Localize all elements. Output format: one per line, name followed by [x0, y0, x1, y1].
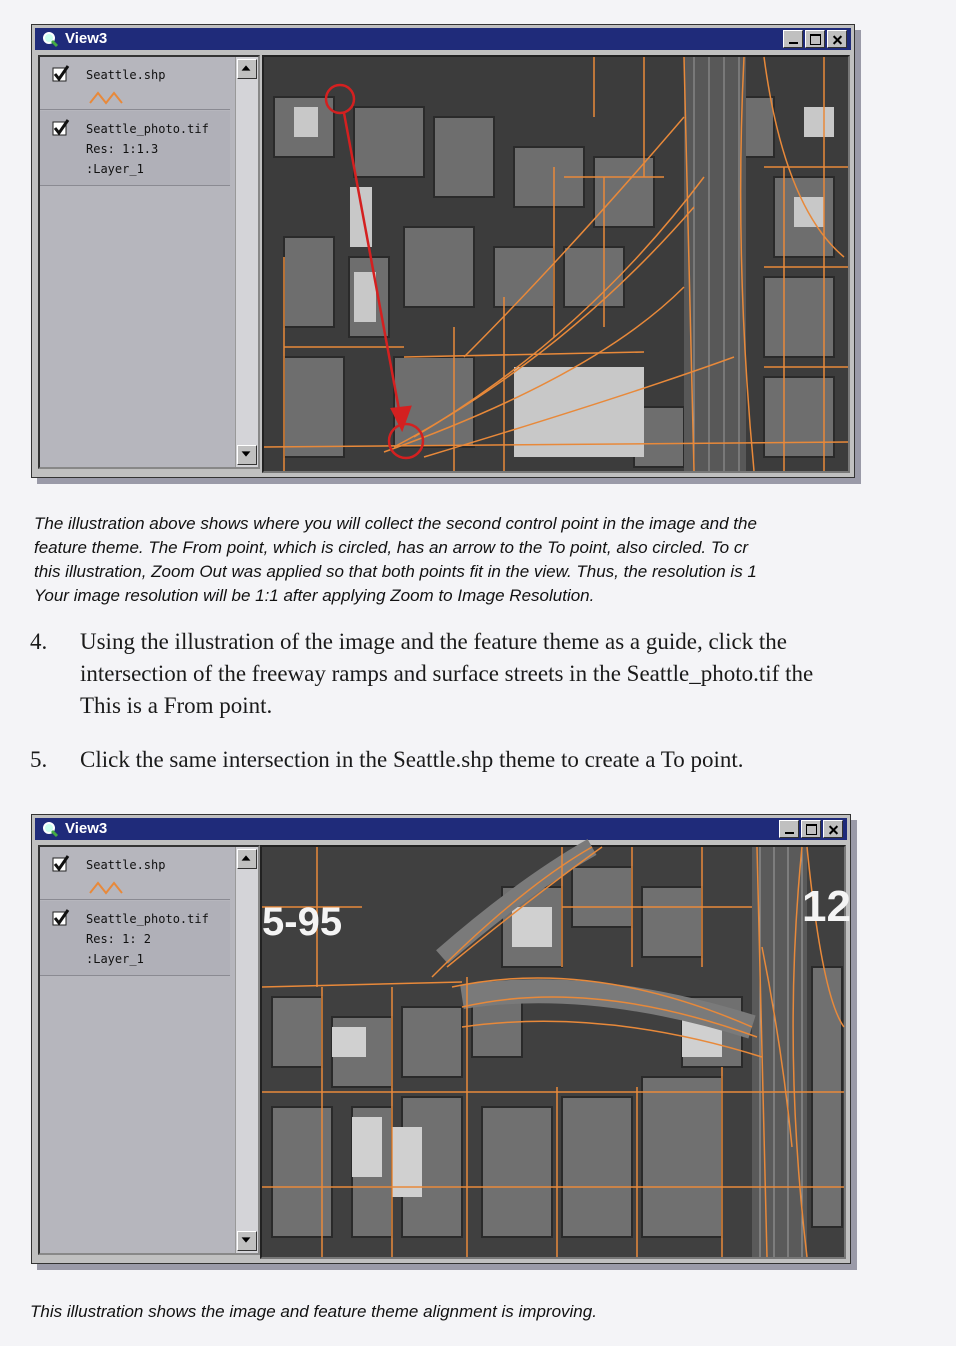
checkmark-icon[interactable]	[52, 855, 70, 873]
scroll-down-icon[interactable]	[237, 445, 257, 465]
caption-1	[34, 512, 757, 608]
theme-layer: :Layer_1	[86, 952, 144, 966]
step-number: 5.	[30, 747, 48, 772]
theme-name: Seattle.shp	[86, 858, 166, 872]
checkmark-icon[interactable]	[52, 909, 70, 927]
toc-scrollbar[interactable]	[235, 847, 258, 1253]
theme-name: Seattle.shp	[86, 68, 166, 82]
view3-window-2	[31, 814, 851, 1264]
title-bar[interactable]	[35, 818, 847, 840]
theme-entry-seattle-photo[interactable]	[40, 111, 230, 186]
title-bar[interactable]	[35, 28, 851, 50]
map-display[interactable]	[262, 55, 850, 473]
caption-line: feature theme. The From point, which is circled, has an arrow to the To point, also circled. To cr	[34, 538, 749, 557]
table-of-contents	[38, 55, 260, 469]
maximize-icon[interactable]	[805, 30, 825, 48]
theme-entry-seattle-photo[interactable]	[40, 901, 230, 976]
scroll-down-icon[interactable]	[237, 1231, 257, 1251]
checkmark-icon[interactable]	[52, 119, 70, 137]
aerial-photo	[264, 57, 848, 471]
theme-entry-seattle-shp[interactable]	[40, 847, 230, 900]
theme-resolution: Res: 1:1.3	[86, 142, 159, 156]
theme-layer: :Layer_1	[86, 162, 144, 176]
scroll-up-icon[interactable]	[237, 849, 257, 869]
aerial-photo	[262, 847, 851, 1257]
maximize-icon[interactable]	[801, 820, 821, 838]
scroll-up-icon[interactable]	[237, 59, 257, 79]
close-icon[interactable]	[827, 30, 847, 48]
step-line: This is a From point.	[80, 693, 273, 718]
caption-2: This illustration shows the image and feature theme alignment is improving.	[30, 1302, 597, 1321]
sign-text-5-95: 5-95	[262, 900, 343, 944]
theme-name: Seattle_photo.tif	[86, 912, 209, 926]
minimize-icon[interactable]	[779, 820, 799, 838]
table-of-contents	[38, 845, 260, 1255]
caption-line: Your image resolution will be 1:1 after applying Zoom to Image Resolution.	[34, 586, 595, 605]
step-line: Click the same intersection in the Seattle.shp theme to create a To point.	[80, 747, 744, 772]
minimize-icon[interactable]	[783, 30, 803, 48]
window-title: View3	[65, 30, 108, 47]
step-line: intersection of the freeway ramps and surface streets in the Seattle_photo.tif the	[80, 661, 814, 686]
theme-resolution: Res: 1: 2	[86, 932, 152, 946]
theme-name: Seattle_photo.tif	[86, 122, 209, 136]
window-title: View3	[65, 820, 108, 837]
checkmark-icon[interactable]	[52, 65, 70, 83]
close-icon[interactable]	[823, 820, 843, 838]
line-symbol-icon	[88, 877, 128, 897]
toc-scrollbar[interactable]	[235, 57, 258, 467]
map-display[interactable]	[260, 845, 851, 1259]
step-line: Using the illustration of the image and the feature theme as a guide, click the	[80, 629, 788, 654]
step-number: 4.	[30, 629, 48, 654]
view-magnifier-icon	[41, 30, 59, 48]
view-magnifier-icon	[41, 820, 59, 838]
line-symbol-icon	[88, 87, 128, 107]
caption-line: this illustration, Zoom Out was applied so that both points fit in the view. Thus, the resolution is 1	[34, 562, 757, 581]
theme-entry-seattle-shp[interactable]	[40, 57, 230, 110]
sign-text-12: 12	[802, 882, 851, 931]
caption-line: The illustration above shows where you will collect the second control point in the image and the	[34, 514, 757, 533]
view3-window-1	[31, 24, 855, 478]
